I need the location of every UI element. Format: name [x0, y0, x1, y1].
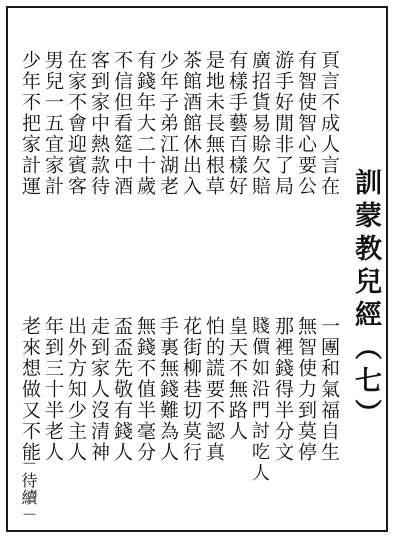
- verse-column-lower-7: 花街柳巷切莫行: [180, 316, 202, 463]
- verse-column-upper-3: 游手好閒非了局: [272, 50, 294, 197]
- verse-column-lower-6: 怕的謊要不認真: [203, 316, 225, 463]
- verse-column-upper-7: 茶館酒館休出入: [180, 50, 202, 197]
- verse-column-lower-9: 無錢不值半毫分: [134, 316, 156, 463]
- verse-column-upper-14: 少年不把家計運: [19, 50, 41, 197]
- verse-column-lower-5: 皇天不無路人: [226, 316, 248, 442]
- verse-column-lower-13: 年到三十半老人: [42, 316, 64, 463]
- verse-column-upper-13: 男兒一五宜家計: [42, 50, 64, 197]
- verse-column-upper-2: 有智使智心要公: [295, 50, 317, 197]
- to-be-continued: －待續－: [19, 455, 38, 523]
- verse-column-upper-9: 有錢年大二十歲: [134, 50, 156, 197]
- verse-column-upper-1: 頁言不成人言在: [318, 50, 340, 197]
- verse-column-lower-10: 盃盃先敬有錢人: [111, 316, 133, 463]
- verse-column-lower-12: 出外方知少主人: [65, 316, 87, 463]
- verse-column-upper-5: 有樣手藝百樣好: [226, 50, 248, 197]
- verse-column-lower-14: 老來想做又不能: [19, 316, 41, 463]
- verse-column-upper-6: 是地未長無根草: [203, 50, 225, 197]
- verse-column-upper-11: 客到家中熱款待: [88, 50, 110, 197]
- page-title: 訓蒙教兒經（七）: [350, 168, 381, 432]
- verse-column-lower-2: 無智使力到莫停: [295, 316, 317, 463]
- verse-column-upper-4: 廣招貨易賒欠賠: [249, 50, 271, 197]
- verse-column-lower-11: 走到家人沒清神: [88, 316, 110, 463]
- verse-column-upper-8: 少年子弟江湖老: [157, 50, 179, 197]
- verse-column-lower-1: 一團和氣福自生: [318, 316, 340, 463]
- verse-column-upper-12: 在家不會迎賓客: [65, 50, 87, 197]
- verse-column-upper-10: 不信但看筵中酒: [111, 50, 133, 197]
- verse-column-lower-3: 那裡錢得半分文: [272, 316, 294, 463]
- verse-column-lower-4: 賤價如沿門討吃人: [249, 316, 270, 484]
- verse-column-lower-8: 手裏無錢難為人: [157, 316, 179, 463]
